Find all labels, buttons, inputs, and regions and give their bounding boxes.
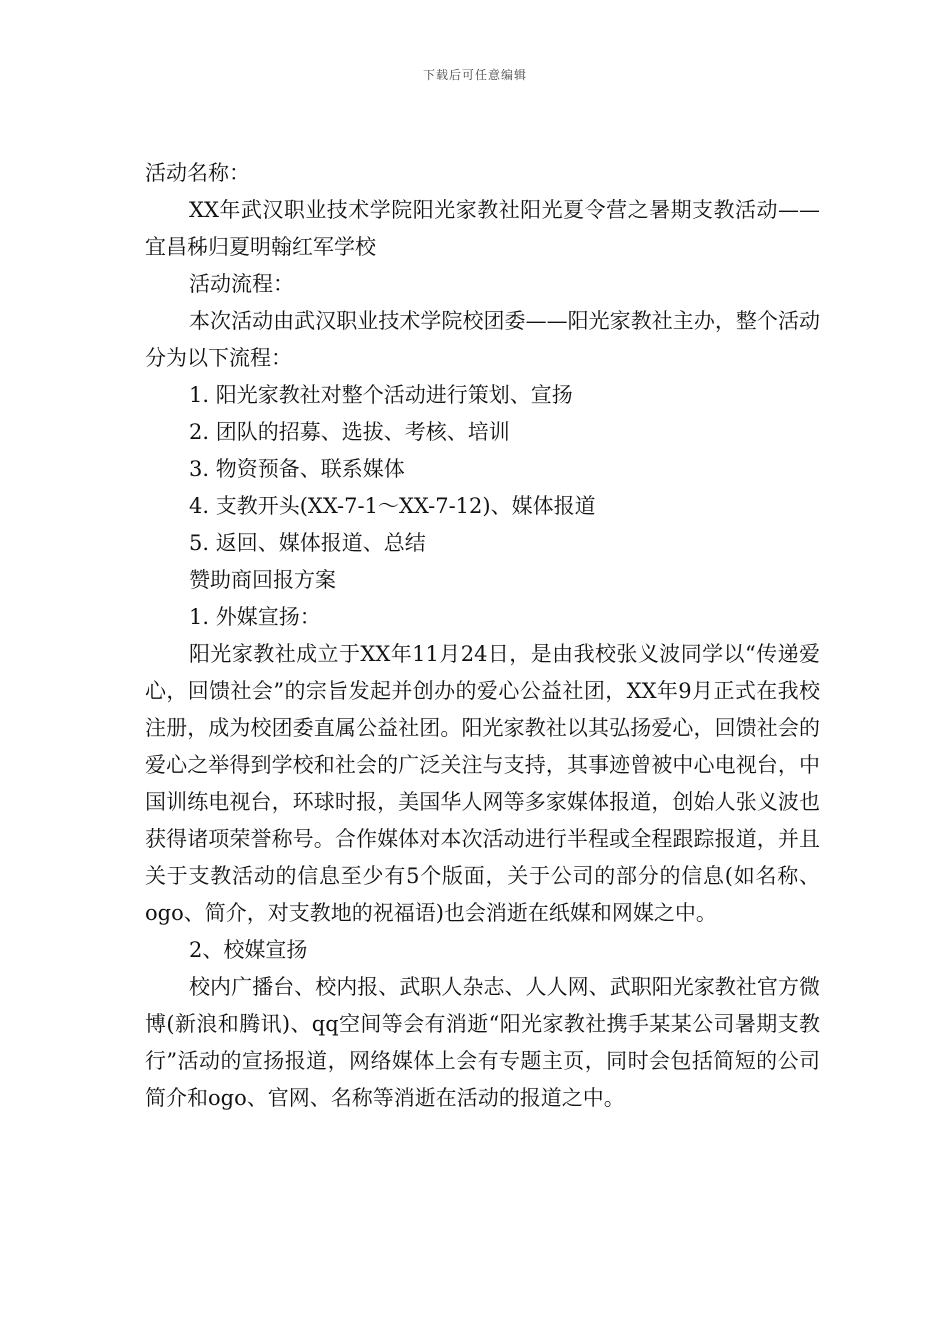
page-header-note: 下载后可任意编辑: [422, 68, 527, 82]
paragraph-activity-name-label: 活动名称：: [145, 161, 250, 185]
paragraph-school-media-body: 校内广播台、校内报、武职人杂志、人人网、武职阳光家教社官方微博(新浪和腾讯)、qq空间等会有消逝“阳光家教社携手某某公司暑期支教行”活动的宣扬报道，网络媒体上会有专题主页，同时会包括简短的公司简介和ogo、官网、名称等消逝在活动的报道之中。: [145, 975, 820, 1110]
paragraph-process-step-3: 3. 物资预备、联系媒体: [189, 457, 405, 481]
paragraph-activity-name: XX年武汉职业技术学院阳光家教社阳光夏令营之暑期支教活动——宜昌秭归夏明翰红军学校: [145, 198, 820, 259]
paragraph-sponsor-heading: 赞助商回报方案: [189, 568, 336, 592]
paragraph-process-step-1: 1. 阳光家教社对整个活动进行策划、宣扬: [189, 383, 573, 407]
paragraph-process-label: 活动流程：: [189, 272, 294, 296]
paragraph-process-step-5: 5. 返回、媒体报道、总结: [189, 531, 426, 555]
paragraph-external-media-heading: 1. 外媒宣扬：: [189, 605, 321, 629]
document-body: [145, 155, 820, 1117]
paragraph-process-step-2: 2. 团队的招募、选拔、考核、培训: [189, 420, 510, 444]
paragraph-school-media-heading: 2、校媒宣扬: [189, 938, 308, 962]
paragraph-process-intro: 本次活动由武汉职业技术学院校团委——阳光家教社主办，整个活动分为以下流程：: [145, 309, 820, 370]
paragraph-external-media-body: 阳光家教社成立于XX年11月24日，是由我校张义波同学以“传递爱心，回馈社会”的宗旨发起并创办的爱心公益社团，XX年9月正式在我校注册，成为校团委直属公益社团。阳光家教社以其弘扬爱心，回馈社会的爱心之举得到学校和社会的广泛关注与支持，其事迹曾被中心电视台，中国训练电视台，环球时报，美国华人网等多家媒体报道，创始人张义波也获得诸项荣誉称号。合作媒体对本次活动进行半程或全程跟踪报道，并且关于支教活动的信息至少有5个版面，关于公司的部分的信息(如名称、ogo、简介，对支教地的祝福语)也会消逝在纸媒和网媒之中。: [145, 642, 820, 925]
paragraph-process-step-4: 4. 支教开头(XX-7-1～XX-7-12)、媒体报道: [189, 494, 596, 518]
